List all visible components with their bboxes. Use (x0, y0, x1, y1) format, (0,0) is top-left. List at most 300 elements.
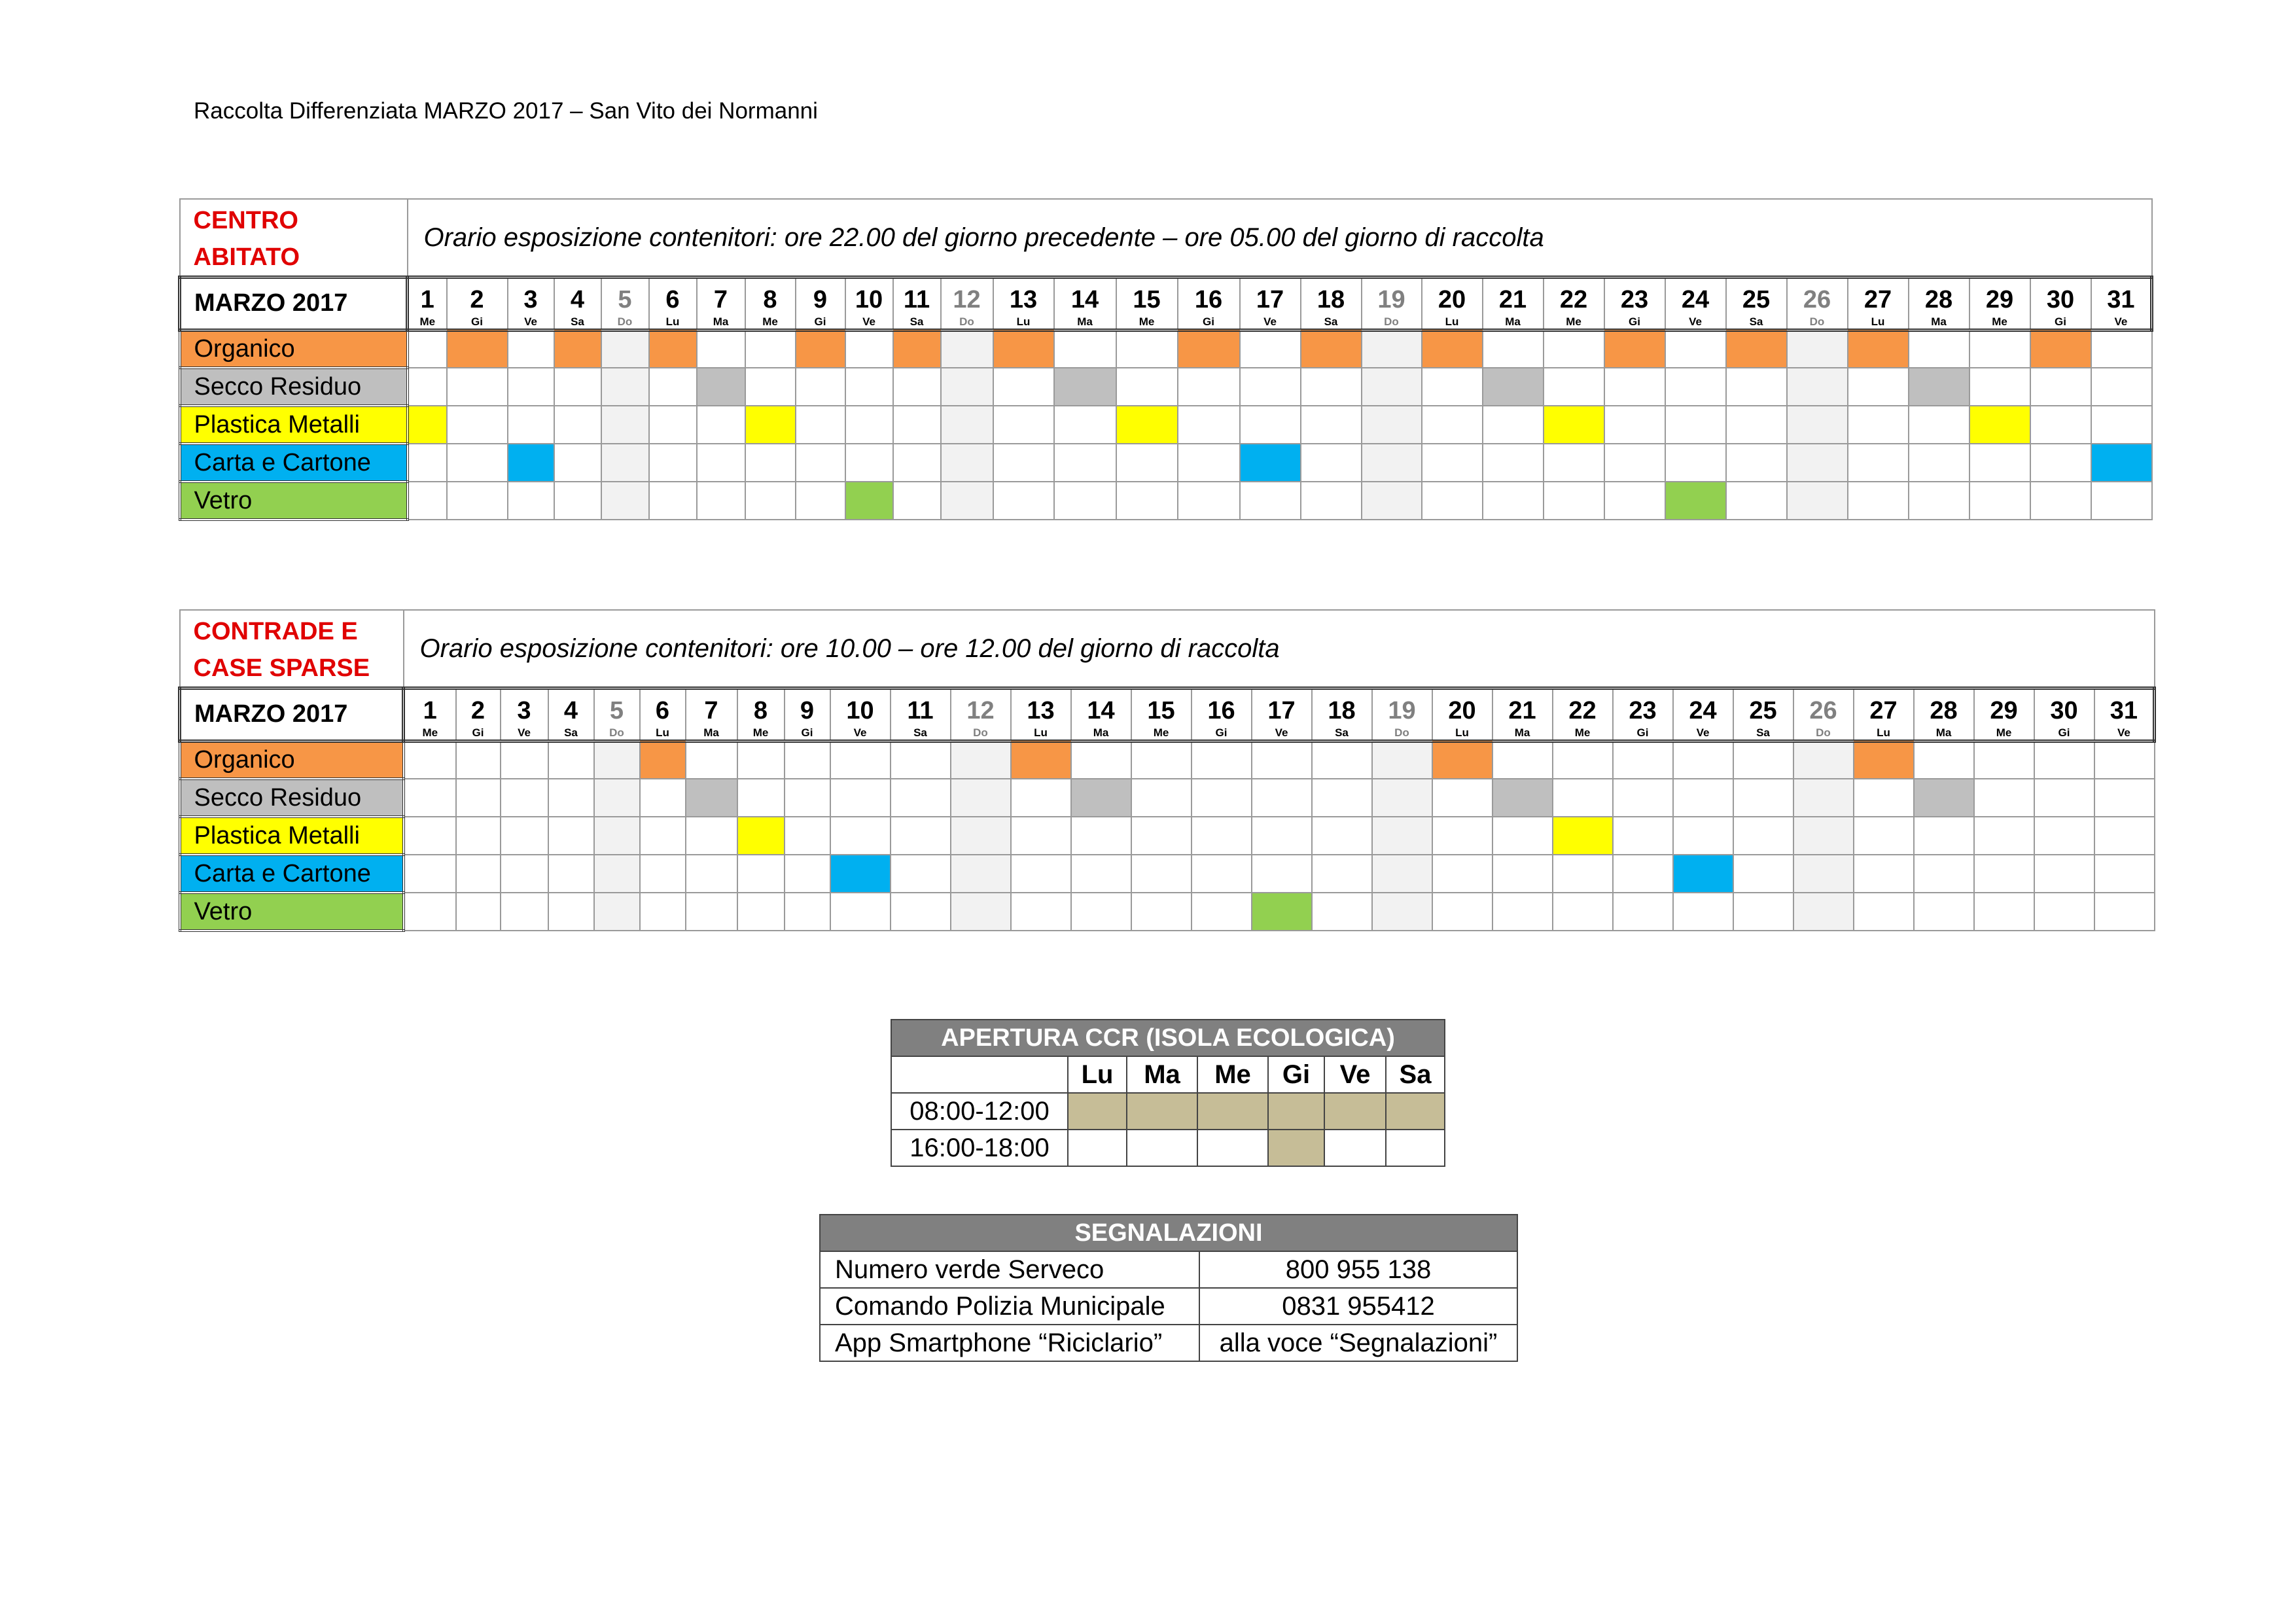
empty-day-cell (601, 482, 649, 520)
empty-day-cell (1604, 406, 1665, 444)
empty-day-cell (404, 855, 456, 893)
empty-day-cell (785, 893, 830, 931)
empty-day-cell (1301, 482, 1362, 520)
category-row-carta (180, 444, 2152, 482)
collection-day-cell (1909, 368, 1969, 406)
exposure-hours: Orario esposizione contenitori: ore 10.00 – ore 12.00 del giorno di raccolta (404, 610, 2155, 688)
empty-day-cell (1848, 368, 1909, 406)
empty-day-cell (951, 779, 1011, 817)
day-name: Ma (1492, 726, 1553, 741)
calendar-contrade-case-sparse (178, 609, 2156, 932)
empty-day-cell (1131, 779, 1192, 817)
empty-day-cell (1969, 444, 2030, 482)
empty-day-cell (891, 817, 951, 855)
empty-day-cell (1054, 330, 1116, 368)
empty-day-cell (508, 330, 554, 368)
segnalazioni-table (819, 1214, 1518, 1362)
empty-day-cell (2094, 893, 2155, 931)
category-row-organico (180, 741, 2155, 779)
empty-day-cell (941, 330, 993, 368)
ccr-day-header: Me (1197, 1056, 1268, 1093)
empty-day-cell (408, 482, 447, 520)
collection-day-cell (1665, 482, 1726, 520)
empty-day-cell (1726, 406, 1787, 444)
empty-day-cell (1432, 817, 1492, 855)
collection-day-cell (1854, 741, 1914, 779)
empty-day-cell (796, 444, 845, 482)
empty-day-cell (1793, 741, 1854, 779)
collection-day-cell (1914, 779, 1974, 817)
day-name: Ve (845, 315, 893, 330)
empty-day-cell (1192, 817, 1252, 855)
day-name: Lu (1011, 726, 1071, 741)
day-number: 29 (1969, 277, 2030, 315)
collection-day-cell (830, 855, 891, 893)
category-label: Plastica Metalli (180, 406, 408, 444)
empty-day-cell (554, 368, 601, 406)
category-row-vetro (180, 893, 2155, 931)
category-row-vetro (180, 482, 2152, 520)
day-number: 15 (1116, 277, 1178, 315)
collection-day-cell (796, 330, 845, 368)
day-name: Gi (1192, 726, 1252, 741)
empty-day-cell (1240, 406, 1301, 444)
empty-day-cell (1492, 817, 1553, 855)
empty-day-cell (686, 855, 737, 893)
empty-day-cell (893, 444, 941, 482)
collection-day-cell (1178, 330, 1240, 368)
day-name: Sa (1733, 726, 1793, 741)
day-number: 1 (408, 277, 447, 315)
ccr-day-header: Ve (1324, 1056, 1386, 1093)
day-name: Ma (686, 726, 737, 741)
empty-day-cell (408, 368, 447, 406)
collection-day-cell (697, 368, 745, 406)
day-name: Do (601, 315, 649, 330)
empty-day-cell (737, 779, 785, 817)
day-number: 19 (1372, 688, 1432, 726)
empty-day-cell (1483, 406, 1544, 444)
empty-day-cell (554, 444, 601, 482)
ccr-empty-corner (891, 1056, 1068, 1093)
day-name: Lu (649, 315, 697, 330)
day-number: 8 (745, 277, 796, 315)
calendar-header-row (180, 610, 2155, 688)
ccr-open-cell (1127, 1093, 1197, 1130)
empty-day-cell (891, 855, 951, 893)
empty-day-cell (2030, 406, 2091, 444)
empty-day-cell (1665, 330, 1726, 368)
empty-day-cell (2091, 406, 2152, 444)
empty-day-cell (508, 406, 554, 444)
empty-day-cell (1301, 368, 1362, 406)
segnalazioni-row (820, 1288, 1517, 1325)
zone-name-line: CONTRADE E (193, 618, 358, 645)
day-number: 23 (1613, 688, 1673, 726)
collection-day-cell (1240, 444, 1301, 482)
empty-day-cell (1974, 855, 2034, 893)
empty-day-cell (1252, 855, 1312, 893)
day-name: Me (737, 726, 785, 741)
empty-day-cell (1116, 482, 1178, 520)
calendar-centro-abitato (178, 198, 2153, 521)
day-name: Lu (1854, 726, 1914, 741)
day-number: 31 (2091, 277, 2152, 315)
day-name: Ve (1665, 315, 1726, 330)
empty-day-cell (508, 368, 554, 406)
empty-day-cell (594, 817, 640, 855)
day-number: 18 (1301, 277, 1362, 315)
empty-day-cell (830, 817, 891, 855)
empty-day-cell (891, 779, 951, 817)
empty-day-cell (1372, 855, 1432, 893)
day-name: Sa (554, 315, 601, 330)
empty-day-cell (1544, 368, 1604, 406)
empty-day-cell (1673, 741, 1733, 779)
ccr-closed-cell (1197, 1130, 1268, 1166)
empty-day-cell (1422, 406, 1483, 444)
empty-day-cell (1131, 817, 1192, 855)
day-name: Ve (2094, 726, 2155, 741)
empty-day-cell (951, 893, 1011, 931)
day-name: Ve (830, 726, 891, 741)
empty-day-cell (548, 779, 594, 817)
day-number: 27 (1854, 688, 1914, 726)
empty-day-cell (1613, 855, 1673, 893)
empty-day-cell (1054, 406, 1116, 444)
empty-day-cell (1553, 855, 1613, 893)
collection-day-cell (1432, 741, 1492, 779)
empty-day-cell (1604, 368, 1665, 406)
day-name: Do (951, 726, 1011, 741)
empty-day-cell (548, 893, 594, 931)
empty-day-cell (1011, 893, 1071, 931)
empty-day-cell (941, 406, 993, 444)
empty-day-cell (1432, 855, 1492, 893)
day-name: Me (1116, 315, 1178, 330)
collection-day-cell (1071, 779, 1131, 817)
day-number: 1 (404, 688, 456, 726)
zone-name-line: CENTRO (193, 207, 298, 234)
day-number: 20 (1422, 277, 1483, 315)
segnalazioni-value: 800 955 138 (1199, 1251, 1517, 1288)
day-number: 22 (1544, 277, 1604, 315)
empty-day-cell (686, 741, 737, 779)
empty-day-cell (447, 444, 508, 482)
day-number: 25 (1726, 277, 1787, 315)
empty-day-cell (697, 406, 745, 444)
day-name: Me (408, 315, 447, 330)
day-number: 19 (1362, 277, 1422, 315)
day-name: Gi (456, 726, 501, 741)
empty-day-cell (1544, 444, 1604, 482)
empty-day-cell (1192, 741, 1252, 779)
empty-day-cell (1613, 741, 1673, 779)
empty-day-cell (1733, 893, 1793, 931)
day-number: 20 (1432, 688, 1492, 726)
empty-day-cell (1116, 368, 1178, 406)
day-number: 25 (1733, 688, 1793, 726)
empty-day-cell (1665, 444, 1726, 482)
empty-day-cell (1793, 855, 1854, 893)
empty-day-cell (785, 817, 830, 855)
month-label: MARZO 2017 (180, 277, 408, 330)
empty-day-cell (1071, 855, 1131, 893)
day-number: 6 (640, 688, 686, 726)
empty-day-cell (1914, 817, 1974, 855)
day-name: Do (1372, 726, 1432, 741)
day-name: Ve (2091, 315, 2152, 330)
day-name: Ve (1673, 726, 1733, 741)
empty-day-cell (1492, 741, 1553, 779)
empty-day-cell (951, 741, 1011, 779)
day-name: Me (1553, 726, 1613, 741)
calendar-header-row (180, 199, 2152, 277)
category-row-secco (180, 368, 2152, 406)
day-number: 9 (796, 277, 845, 315)
ccr-open-cell (1068, 1093, 1127, 1130)
empty-day-cell (501, 779, 548, 817)
empty-day-cell (554, 406, 601, 444)
day-number: 10 (845, 277, 893, 315)
empty-day-cell (1974, 779, 2034, 817)
day-number: 3 (501, 688, 548, 726)
collection-day-cell (1116, 406, 1178, 444)
empty-day-cell (951, 817, 1011, 855)
day-name: Do (1787, 315, 1848, 330)
ccr-open-cell (1386, 1093, 1445, 1130)
ccr-open-cell (1268, 1130, 1324, 1166)
day-name: Gi (1178, 315, 1240, 330)
day-name: Gi (447, 315, 508, 330)
day-name: Ma (1914, 726, 1974, 741)
segnalazioni-value: alla voce “Segnalazioni” (1199, 1325, 1517, 1361)
segnalazioni-value: 0831 955412 (1199, 1288, 1517, 1325)
empty-day-cell (649, 368, 697, 406)
empty-day-cell (447, 406, 508, 444)
empty-day-cell (1848, 444, 1909, 482)
day-number: 4 (554, 277, 601, 315)
empty-day-cell (1848, 406, 1909, 444)
empty-day-cell (408, 444, 447, 482)
empty-day-cell (1604, 482, 1665, 520)
empty-day-cell (1252, 779, 1312, 817)
category-row-plastica (180, 406, 2152, 444)
empty-day-cell (601, 406, 649, 444)
zone-name (180, 610, 404, 688)
category-label: Carta e Cartone (180, 444, 408, 482)
day-number: 30 (2030, 277, 2091, 315)
day-number: 10 (830, 688, 891, 726)
day-number: 7 (697, 277, 745, 315)
empty-day-cell (1312, 741, 1372, 779)
day-name: Do (1793, 726, 1854, 741)
empty-day-cell (1116, 330, 1178, 368)
empty-day-cell (594, 893, 640, 931)
day-name: Lu (1432, 726, 1492, 741)
collection-day-cell (737, 817, 785, 855)
day-number: 29 (1974, 688, 2034, 726)
day-name: Gi (785, 726, 830, 741)
ccr-open-cell (1197, 1093, 1268, 1130)
day-number: 8 (737, 688, 785, 726)
empty-day-cell (1116, 444, 1178, 482)
empty-day-cell (1665, 368, 1726, 406)
day-name: Ve (508, 315, 554, 330)
day-number-row (180, 688, 2155, 726)
empty-day-cell (640, 817, 686, 855)
empty-day-cell (1178, 444, 1240, 482)
day-name: Ma (1483, 315, 1544, 330)
empty-day-cell (1909, 406, 1969, 444)
collection-day-cell (1726, 330, 1787, 368)
ccr-day-header: Ma (1127, 1056, 1197, 1093)
empty-day-cell (1665, 406, 1726, 444)
empty-day-cell (1733, 779, 1793, 817)
day-number: 16 (1178, 277, 1240, 315)
day-name: Lu (1422, 315, 1483, 330)
segnalazioni-title: SEGNALAZIONI (820, 1215, 1517, 1251)
day-name: Do (941, 315, 993, 330)
ccr-day-header: Lu (1068, 1056, 1127, 1093)
empty-day-cell (1192, 893, 1252, 931)
collection-day-cell (1969, 406, 2030, 444)
ccr-time-row (891, 1093, 1445, 1130)
collection-day-cell (640, 741, 686, 779)
empty-day-cell (1054, 482, 1116, 520)
empty-day-cell (1422, 368, 1483, 406)
empty-day-cell (2034, 817, 2094, 855)
empty-day-cell (1854, 779, 1914, 817)
empty-day-cell (1613, 893, 1673, 931)
empty-day-cell (1362, 406, 1422, 444)
empty-day-cell (941, 444, 993, 482)
empty-day-cell (548, 855, 594, 893)
empty-day-cell (649, 444, 697, 482)
day-number-row (180, 277, 2152, 315)
empty-day-cell (1553, 741, 1613, 779)
empty-day-cell (941, 368, 993, 406)
empty-day-cell (1011, 817, 1071, 855)
empty-day-cell (737, 893, 785, 931)
collection-day-cell (1673, 855, 1733, 893)
empty-day-cell (697, 444, 745, 482)
empty-day-cell (1726, 444, 1787, 482)
empty-day-cell (1372, 741, 1432, 779)
segnalazioni-label: Comando Polizia Municipale (820, 1288, 1199, 1325)
empty-day-cell (1848, 482, 1909, 520)
day-name: Me (1974, 726, 2034, 741)
ccr-opening-hours-table (891, 1019, 1445, 1167)
collection-day-cell (508, 444, 554, 482)
category-label: Vetro (180, 893, 404, 931)
empty-day-cell (1131, 893, 1192, 931)
empty-day-cell (447, 368, 508, 406)
empty-day-cell (2094, 855, 2155, 893)
empty-day-cell (1733, 741, 1793, 779)
day-name: Lu (1848, 315, 1909, 330)
day-number: 30 (2034, 688, 2094, 726)
empty-day-cell (649, 406, 697, 444)
empty-day-cell (1432, 779, 1492, 817)
ccr-open-cell (1268, 1093, 1324, 1130)
empty-day-cell (640, 779, 686, 817)
empty-day-cell (456, 817, 501, 855)
empty-day-cell (993, 444, 1054, 482)
empty-day-cell (1914, 855, 1974, 893)
empty-day-cell (456, 741, 501, 779)
day-number: 12 (951, 688, 1011, 726)
empty-day-cell (1422, 444, 1483, 482)
empty-day-cell (1071, 817, 1131, 855)
empty-day-cell (1011, 779, 1071, 817)
day-number: 11 (891, 688, 951, 726)
day-name: Ve (1240, 315, 1301, 330)
empty-day-cell (640, 893, 686, 931)
day-number: 6 (649, 277, 697, 315)
collection-day-cell (1011, 741, 1071, 779)
day-name: Ma (1054, 315, 1116, 330)
day-name: Me (1969, 315, 2030, 330)
exposure-hours: Orario esposizione contenitori: ore 22.00 del giorno precedente – ore 05.00 del giorno di raccolta (408, 199, 2152, 277)
empty-day-cell (1787, 444, 1848, 482)
empty-day-cell (1312, 817, 1372, 855)
ccr-title: APERTURA CCR (ISOLA ECOLOGICA) (891, 1020, 1445, 1056)
day-number: 16 (1192, 688, 1252, 726)
day-name: Gi (1604, 315, 1665, 330)
day-number: 3 (508, 277, 554, 315)
empty-day-cell (601, 368, 649, 406)
day-number: 26 (1787, 277, 1848, 315)
empty-day-cell (2091, 368, 2152, 406)
empty-day-cell (594, 741, 640, 779)
day-number: 14 (1054, 277, 1116, 315)
empty-day-cell (745, 482, 796, 520)
day-number: 2 (447, 277, 508, 315)
empty-day-cell (2094, 741, 2155, 779)
ccr-closed-cell (1127, 1130, 1197, 1166)
collection-day-cell (1301, 330, 1362, 368)
collection-day-cell (1483, 368, 1544, 406)
empty-day-cell (1131, 741, 1192, 779)
day-name: Lu (993, 315, 1054, 330)
empty-day-cell (601, 444, 649, 482)
day-number: 13 (993, 277, 1054, 315)
day-number: 21 (1492, 688, 1553, 726)
empty-day-cell (548, 817, 594, 855)
collection-day-cell (554, 330, 601, 368)
empty-day-cell (447, 482, 508, 520)
empty-day-cell (1192, 855, 1252, 893)
empty-day-cell (941, 482, 993, 520)
empty-day-cell (893, 368, 941, 406)
empty-day-cell (2030, 482, 2091, 520)
ccr-time-slot: 16:00-18:00 (891, 1130, 1068, 1166)
empty-day-cell (1613, 817, 1673, 855)
collection-day-cell (1422, 330, 1483, 368)
day-name: Gi (796, 315, 845, 330)
collection-day-cell (1054, 368, 1116, 406)
empty-day-cell (845, 444, 893, 482)
empty-day-cell (1312, 779, 1372, 817)
empty-day-cell (1240, 330, 1301, 368)
category-label: Secco Residuo (180, 368, 408, 406)
day-name: Me (1544, 315, 1604, 330)
empty-day-cell (1252, 741, 1312, 779)
empty-day-cell (456, 893, 501, 931)
day-number: 4 (548, 688, 594, 726)
empty-day-cell (830, 741, 891, 779)
